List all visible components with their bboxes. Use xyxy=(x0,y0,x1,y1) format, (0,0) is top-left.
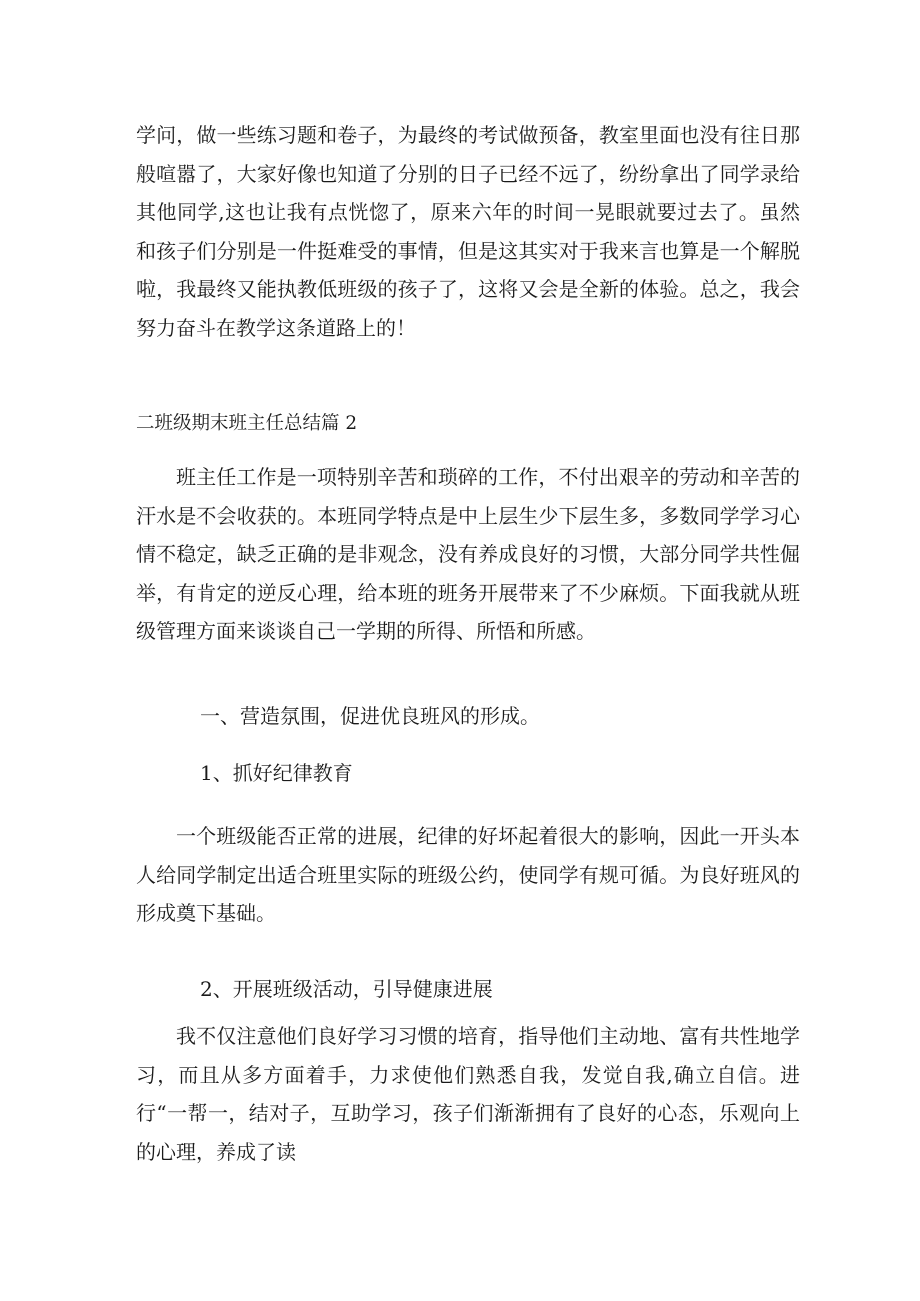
item-one-paragraph: 一个班级能否正常的进展，纪律的好坏起着很大的影响，因此一开头本人给同学制定出适合班里实际的班级公约，使同学有规可循。为良好班风的形成奠下基础。 xyxy=(136,824,800,925)
item-one-title: 1、抓好纪律教育 xyxy=(200,761,353,785)
section-heading: 二班级期末班主任总结篇 2 xyxy=(136,413,358,434)
item-two-paragraph: 我不仅注意他们良好学习习惯的培育，指导他们主动地、富有共性地学习，而且从多方面着手，力求使他们熟悉自我，发觉自我,确立自信。进行“一帮一，结对子，互助学习，孩子们渐渐拥有了良好的心态，乐观向上的心理，养成了读 xyxy=(136,1024,800,1164)
intro-paragraph: 班主任工作是一项特别辛苦和琐碎的工作，不付出艰辛的劳动和辛苦的汗水是不会收获的。本班同学特点是中上层生少下层生多，多数同学学习心情不稳定，缺乏正确的是非观念，没有养成良好的习惯，大部分同学共性倔举，有肯定的逆反心理，给本班的班务开展带来了不少麻烦。下面我就从班级管理方面来谈谈自己一学期的所得、所悟和所感。 xyxy=(136,465,800,643)
part-one-title: 一、营造氛围，促进优良班风的形成。 xyxy=(200,704,540,728)
item-two-title: 2、开展班级活动，引导健康进展 xyxy=(200,977,493,1001)
continuation-paragraph: 学问，做一些练习题和卷子，为最终的考试做预备，教室里面也没有往日那般喧嚣了，大家好像也知道了分别的日子已经不远了，纷纷拿出了同学录给其他同学,这也让我有点恍惚了，原来六年的时间一晃眼就要过去了。虽然和孩子们分别是一件挺难受的事情，但是这其实对于我来言也算是一个解脱啦，我最终又能执教低班级的孩子了，这将又会是全新的体验。总之，我会努力奋斗在教学这条道路上的！ xyxy=(136,123,800,340)
